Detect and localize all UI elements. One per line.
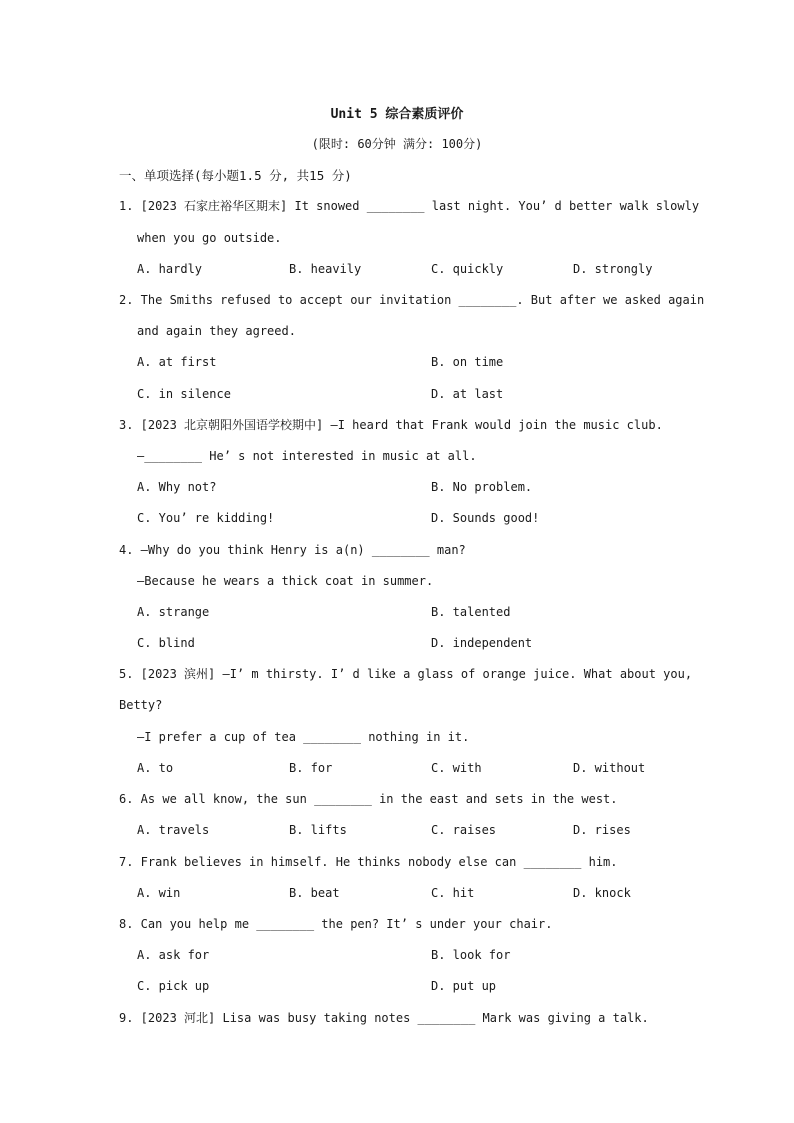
- question-2-stem: 2. The Smiths refused to accept our invitation ________. But after we asked again: [119, 293, 705, 307]
- question-3-stem-cont: —________ He’ s not interested in music at all.: [137, 449, 477, 463]
- question-5-stem-cont: Betty?: [119, 698, 163, 712]
- question-5-option-a: A. to: [137, 761, 174, 775]
- question-1-option-b: B. heavily: [289, 262, 362, 276]
- question-4-option-a: A. strange: [137, 605, 210, 619]
- question-5-stem-reply: —I prefer a cup of tea ________ nothing in it.: [137, 730, 470, 744]
- question-1-option-a: A. hardly: [137, 262, 203, 276]
- question-6-option-d: D. rises: [573, 823, 631, 837]
- question-6-option-b: B. lifts: [289, 823, 347, 837]
- question-5-option-c: C. with: [431, 761, 482, 775]
- question-2-option-d: D. at last: [431, 387, 504, 401]
- question-2-option-a: A. at first: [137, 355, 217, 369]
- page-title: Unit 5 综合素质评价: [330, 107, 464, 122]
- question-5-option-b: B. for: [289, 761, 333, 775]
- question-8-stem: 8. Can you help me ________ the pen? It’ s under your chair.: [119, 917, 553, 931]
- question-7-option-a: A. win: [137, 886, 181, 900]
- question-4-option-b: B. talented: [431, 605, 511, 619]
- question-7-option-b: B. beat: [289, 886, 340, 900]
- question-8-option-a: A. ask for: [137, 948, 210, 962]
- question-7-stem: 7. Frank believes in himself. He thinks nobody else can ________ him.: [119, 855, 618, 869]
- question-4-option-d: D. independent: [431, 636, 533, 650]
- question-4-stem: 4. —Why do you think Henry is a(n) ________ man?: [119, 543, 466, 557]
- exam-info: (限时: 60分钟 满分: 100分): [311, 137, 483, 151]
- question-8-option-d: D. put up: [431, 979, 497, 993]
- section-heading: 一、单项选择(每小题1.5 分, 共15 分): [119, 168, 352, 183]
- question-6-option-c: C. raises: [431, 823, 497, 837]
- question-3-option-a: A. Why not?: [137, 480, 217, 494]
- question-8-option-c: C. pick up: [137, 979, 210, 993]
- question-1-stem: 1. [2023 石家庄裕华区期末] It snowed ________ last night. You’ d better walk slowly: [119, 199, 700, 213]
- question-9-stem: 9. [2023 河北] Lisa was busy taking notes ________ Mark was giving a talk.: [119, 1011, 649, 1025]
- question-4-option-c: C. blind: [137, 636, 195, 650]
- question-1-stem-cont: when you go outside.: [137, 231, 282, 245]
- question-8-option-b: B. look for: [431, 948, 511, 962]
- question-1-option-d: D. strongly: [573, 262, 653, 276]
- question-3-stem: 3. [2023 北京朝阳外国语学校期中] —I heard that Frank would join the music club.: [119, 418, 663, 432]
- question-5-stem: 5. [2023 滨州] —I’ m thirsty. I’ d like a glass of orange juice. What about you,: [119, 667, 693, 681]
- question-3-option-c: C. You’ re kidding!: [137, 511, 275, 525]
- question-6-option-a: A. travels: [137, 823, 210, 837]
- question-1-option-c: C. quickly: [431, 262, 504, 276]
- question-7-option-c: C. hit: [431, 886, 475, 900]
- question-6-stem: 6. As we all know, the sun ________ in the east and sets in the west.: [119, 792, 618, 806]
- question-3-option-b: B. No problem.: [431, 480, 533, 494]
- question-3-option-d: D. Sounds good!: [431, 511, 540, 525]
- question-7-option-d: D. knock: [573, 886, 631, 900]
- question-2-option-b: B. on time: [431, 355, 504, 369]
- question-4-stem-cont: —Because he wears a thick coat in summer.: [137, 574, 434, 588]
- question-5-option-d: D. without: [573, 761, 646, 775]
- question-2-stem-cont: and again they agreed.: [137, 324, 296, 338]
- question-2-option-c: C. in silence: [137, 387, 231, 401]
